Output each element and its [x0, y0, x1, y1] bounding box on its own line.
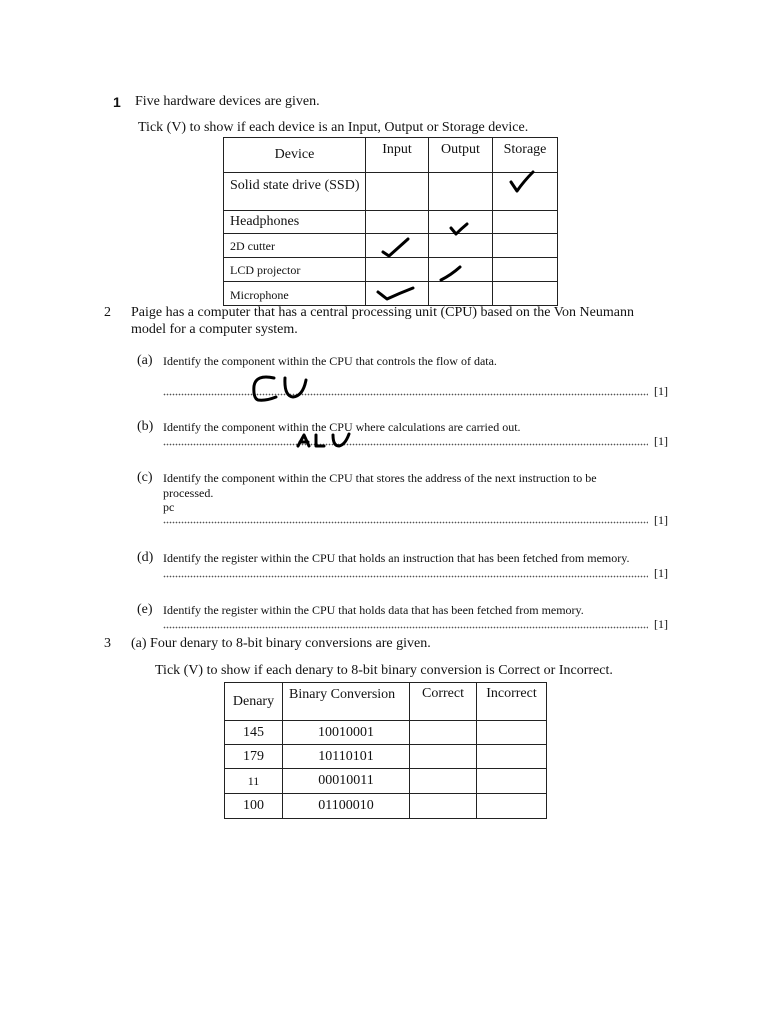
- question-1-number: 1: [113, 94, 121, 110]
- binary-value: 00010011: [283, 769, 410, 794]
- question-1-intro: Five hardware devices are given.: [135, 94, 320, 109]
- answer-line[interactable]: [163, 575, 648, 578]
- answer-line[interactable]: [163, 626, 648, 629]
- part-label: (c): [137, 470, 153, 485]
- device-header: Device: [224, 138, 366, 173]
- incorrect-cell[interactable]: [477, 769, 547, 794]
- correct-header: Correct: [410, 683, 477, 721]
- answer-line[interactable]: [163, 521, 648, 524]
- part-question: Identify the register within the CPU that holds an instruction that has been fetched from memory.: [163, 551, 630, 565]
- correct-cell[interactable]: [410, 745, 477, 769]
- question-3-instruction: Tick (V) to show if each denary to 8-bit binary conversion is Correct or Incorrect.: [155, 663, 613, 678]
- incorrect-cell[interactable]: [477, 745, 547, 769]
- part-question: Identify the component within the CPU that controls the flow of data.: [163, 354, 497, 368]
- correct-cell[interactable]: [410, 721, 477, 745]
- table-row: [225, 769, 547, 794]
- denary-value: 100: [225, 794, 283, 819]
- incorrect-cell[interactable]: [477, 794, 547, 819]
- output-header: Output: [429, 138, 493, 173]
- question-2-number: 2: [104, 305, 111, 320]
- conversion-table: [224, 682, 547, 819]
- mark-allocation: [1]: [654, 617, 668, 631]
- mark-allocation: [1]: [654, 566, 668, 580]
- device-name: Microphone: [224, 282, 366, 306]
- incorrect-header: Incorrect: [477, 683, 547, 721]
- part-label: (e): [137, 602, 153, 617]
- device-name: 2D cutter: [224, 234, 366, 258]
- denary-header: Denary: [225, 683, 283, 721]
- device-name: LCD projector: [224, 258, 366, 282]
- part-question: Identify the register within the CPU that holds data that has been fetched from memory.: [163, 603, 584, 617]
- mark-allocation: [1]: [654, 434, 668, 448]
- binary-value: 10010001: [283, 721, 410, 745]
- table-row: [225, 794, 547, 819]
- question-2-intro-line2: model for a computer system.: [131, 322, 298, 337]
- question-2-intro-line1: Paige has a computer that has a central processing unit (CPU) based on the Von Neumann: [131, 305, 634, 320]
- storage-header: Storage: [493, 138, 558, 173]
- binary-value: 10110101: [283, 745, 410, 769]
- device-name: Solid state drive (SSD): [224, 173, 366, 211]
- binary-header: Binary Conversion: [283, 683, 410, 721]
- mark-allocation: [1]: [654, 384, 668, 398]
- part-label: (a): [137, 353, 153, 368]
- question-3-number: 3: [104, 636, 111, 651]
- mark-allocation: [1]: [654, 513, 668, 527]
- part-question: Identify the component within the CPU where calculations are carried out.: [163, 420, 521, 434]
- table-row: [225, 721, 547, 745]
- denary-value: 11: [225, 769, 283, 794]
- correct-cell[interactable]: [410, 794, 477, 819]
- table-row: [225, 745, 547, 769]
- part-label: (d): [137, 550, 154, 565]
- typed-answer: pc: [163, 500, 175, 514]
- denary-value: 145: [225, 721, 283, 745]
- part-question: Identify the component within the CPU that stores the address of the next instruction to be: [163, 471, 597, 485]
- part-label: (b): [137, 419, 154, 434]
- part-question-continued: processed.: [163, 486, 214, 500]
- question-1-instruction: Tick (V) to show if each device is an Input, Output or Storage device.: [138, 120, 529, 135]
- question-3-intro: (a) Four denary to 8-bit binary conversions are given.: [131, 636, 431, 651]
- denary-value: 179: [225, 745, 283, 769]
- correct-cell[interactable]: [410, 769, 477, 794]
- binary-value: 01100010: [283, 794, 410, 819]
- device-name: Headphones: [224, 211, 366, 234]
- input-header: Input: [366, 138, 429, 173]
- incorrect-cell[interactable]: [477, 721, 547, 745]
